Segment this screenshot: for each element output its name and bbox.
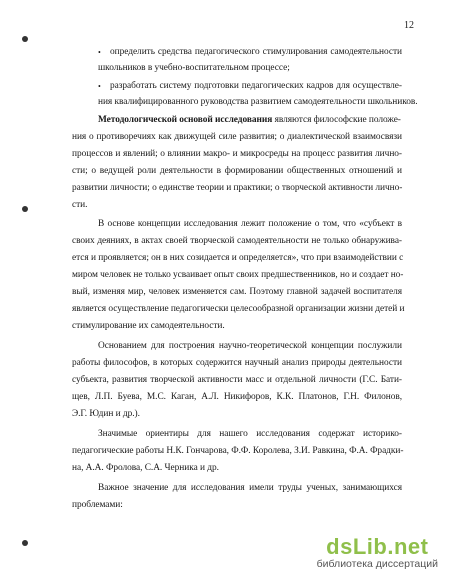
text-line: определить средства педагогического стимулирования самодеятельности [110,47,402,57]
text-line: на, А.А. Фролова, С.А. Черника и др. [72,463,219,473]
text-line: является осуществление педагогически целесообразной организации жизни детей и [72,304,405,314]
text-line: ния квалифицированного руководства развитием самодеятельности школьников. [98,97,418,107]
text-line: педагогические работы Н.К. Гончарова, Ф.Ф. Королева, З.И. Равкина, Ф.А. Фрадки- [72,446,404,456]
text-line: своих деяниях, в актах своей творческой самодеятельности не только обнаружива- [72,236,402,246]
watermark [317,534,438,570]
bullet-icon: • [98,48,101,57]
text-line: сти; о ведущей роли деятельности в формировании общественных отношений и [72,166,402,176]
bullet-icon: • [98,82,101,91]
methodology-heading: Методологической основой исследования [98,115,273,125]
page-number: 12 [404,20,414,31]
paragraph-methodology [98,114,402,126]
text-line: работы философов, в которых содержится научный анализ природы деятельности [72,358,402,368]
binder-hole-mark [22,206,28,212]
watermark-subtitle: библиотека диссертаций [316,558,438,570]
text-line: ется и проявляется; он в них созидается и определяется», что при взаимодействии с [72,253,404,263]
text-line: разработать систему подготовки педагогических кадров для осуществле- [110,81,402,91]
text-line: субъекта, развития творческой активности масс и отдельной личности (Г.С. Бати- [72,375,402,385]
text-line: Э.Г. Юдин и др.). [72,409,140,419]
text-line: миром человек не только усваивает опыт своих предшественников, но и создает но- [72,270,404,280]
text-line: проблемами: [72,500,123,510]
text-line: сти. [72,200,88,210]
watermark-logo: dsLib.net [326,534,429,559]
text-line: процессов и явлений; о влиянии макро- и микросреды на процесс развития лично- [72,149,402,159]
text-line: щев, Л.П. Буева, М.С. Каган, А.Л. Никифоров, К.К. Платонов, Г.Н. Филонов, [72,392,402,402]
text-line: В основе концепции исследования лежит положение о том, что «субъект в [98,219,402,229]
text-line: вый, изменяя мир, человек изменяется сам. Поэтому главной задачей воспитателя [72,287,402,297]
text-line: Важное значение для исследования имели труды ученых, занимающихся [98,483,402,493]
text-line: являются философские положе- [274,115,401,125]
text-line: Основанием для построения научно-теоретической концепции послужили [98,341,402,351]
text-line: школьников в учебно-воспитательном процессе; [98,63,290,73]
text-line: Значимые ориентиры для нашего исследования содержат историко- [98,429,402,439]
text-line: ния о противоречиях как движущей силе развития; о диалектической взаимосвязи [72,132,402,142]
text-line: развитии личности; о единстве теории и практики; о творческой активности лично- [72,183,403,193]
binder-hole-mark [22,36,28,42]
text-line: стимулирование их самодеятельности. [72,321,225,331]
binder-hole-mark [22,540,28,546]
